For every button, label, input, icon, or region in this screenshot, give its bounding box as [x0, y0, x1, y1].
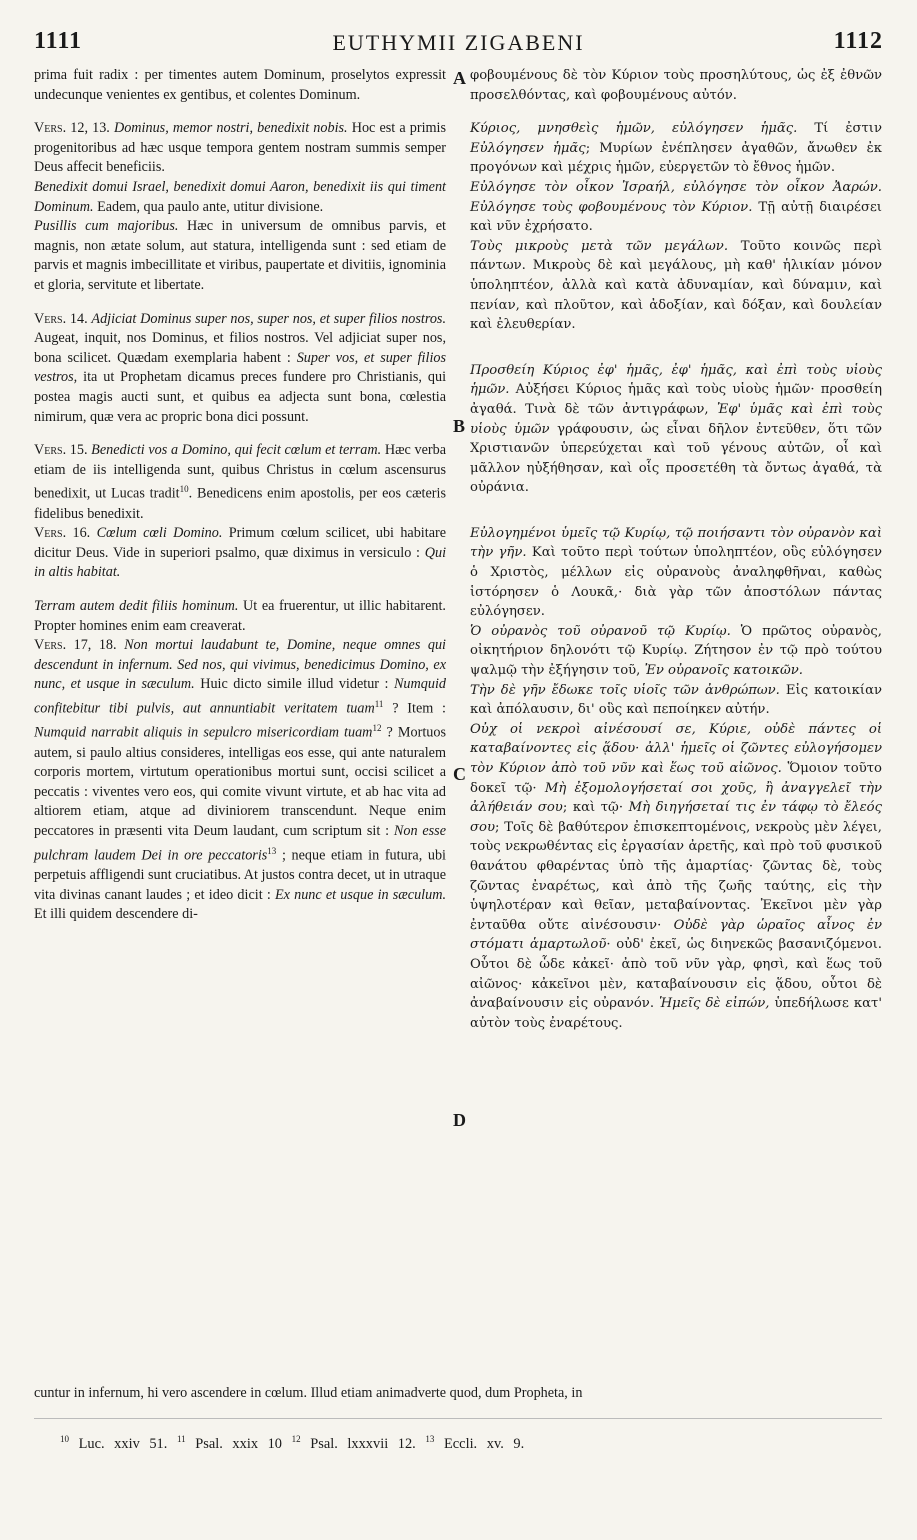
greek-column	[470, 66, 882, 1033]
scripture-quote: Ἡμεῖς δὲ εἰπών,	[659, 996, 770, 1012]
footnote-number: 13	[425, 1434, 435, 1444]
commentary-text: Primum cœlum scilicet, ubi habitare dicitur Deus. Vide in superiori psalmo, quæ diximus in versiculo :	[34, 525, 447, 561]
scripture-quote: Τὴν δὲ γῆν ἔδωκε τοῖς υἱοῖς τῶν ἀνθρώπων.	[470, 682, 780, 698]
latin-paragraph-7	[34, 524, 446, 583]
footnote-number: 11	[176, 1434, 186, 1444]
commentary-text: Augeat, inquit, nos Dominus, et filios nostros. Vel adjiciat super nos, bona scilicet. Quædam exemplaria habent :	[34, 330, 446, 366]
commentary-text: Τῇ αὐτῇ διαιρέσει καὶ νῦν ἐχρήσατο.	[470, 199, 882, 235]
commentary-text: ? Item :	[392, 700, 446, 717]
commentary-text: Ὁ πρῶτος οὐρανὸς, οἰκητήριον δηλονότι τῷ Κυρίῳ. Ζήτησον ἐν τῷ πρὸ τούτου ψαλμῷ τὴν ἐξήγησιν τοῦ,	[470, 623, 882, 679]
continuation-line: cuntur in infernum, hi vero ascendere in cœlum. Illud etiam animadverte quod, dum Propheta, in	[34, 1385, 583, 1401]
scripture-quote: Dominus, memor nostri, benedixit nobis.	[113, 120, 348, 137]
commentary-text: Hæc in universum de omnibus parvis, et magnis, non ætate solum, aut statura, intelligenda sunt : sed etiam de parvis et magnis imbecillitate et viribus, paupertate et divitiis, ignominia et gloria, servitute et libertate.	[34, 218, 446, 293]
latin-paragraph-5	[34, 310, 446, 428]
commentary-text: ; καὶ τῷ·	[562, 800, 624, 816]
commentary-text: Τί ἐστιν	[814, 121, 882, 137]
scripture-quote: Adjiciat Dominus super nos, super nos, et super filios nostros.	[91, 310, 446, 327]
footnote-ref: 10	[179, 484, 189, 495]
commentary-text: ita ut Prophetam dicamus preces fundere pro Christianis, qui postea magis aucti sunt, et quibus ea adjecta sunt bona, cœlestia nimirum, quæ vera ac propric bona dici possunt.	[34, 369, 447, 425]
verse-number: Vers. 16.	[34, 525, 91, 542]
commentary-text: Huic dicto simile illud videtur :	[200, 676, 389, 693]
commentary-text: . Benedicens enim apostolis, per eos cæteris fidelibus benedixit.	[34, 486, 446, 522]
greek-paragraph-7	[470, 622, 882, 681]
greek-paragraph-5	[470, 361, 882, 498]
footnote-10: Luc. xxiv 51.	[78, 1435, 168, 1452]
scripture-quote: Super vos, et super filios vestros,	[34, 349, 446, 386]
scripture-quote: Μὴ διηγήσεταί τις ἐν τάφῳ τὸ ἔλεός σου	[470, 800, 882, 835]
latin-paragraph-9	[34, 636, 446, 925]
greek-paragraph-3	[470, 178, 882, 237]
scripture-quote: Οὐδὲ γὰρ ὡραῖος αἶνος ἐν στόματι ἁμαρτωλοῦ	[470, 917, 883, 953]
greek-paragraph-8	[470, 681, 882, 720]
commentary-text: ; neque etiam in futura, ubi perpetuis affligendi sunt cruciatibus. At justos contra decet, ut in utraque vita divinas canant laudes ; et ideo dicit :	[34, 847, 447, 903]
commentary-text: Ut ea fruerentur, ut illic habitarent. Propter homines enim eam creaverat.	[34, 597, 446, 634]
verse-number: Vers. 17, 18.	[34, 637, 117, 654]
running-title: EUTHYMII ZIGABENI	[332, 30, 585, 55]
verse-number: Vers. 14.	[34, 310, 88, 327]
scripture-quote: Ex nunc et usque in sæculum.	[274, 886, 446, 903]
greek-paragraph-2	[470, 119, 882, 178]
commentary-text: · οὐδ' ἐκεῖ, ὡς διηνεκῶς βασανιζόμενοι. Οὗτοι δὲ ὧδε κἀκεῖ· ἀπὸ τοῦ νῦν γὰρ, φησὶ, καὶ ἕως τοῦ αἰῶνος· κἀκεῖνοι μὲν, καταβαίνουσιν εἰς ᾅδου, οὗτοι δὲ ἀναβαίνουσιν εἰς οὐρανόν.	[470, 937, 882, 1012]
scripture-quote: Pusillis cum majoribus.	[34, 218, 179, 235]
footnote-ref: 13	[267, 845, 277, 856]
footnote-number: 10	[60, 1434, 69, 1444]
latin-paragraph-1: prima fuit radix : per timentes autem Dominum, proselytos expressit undecunque venientes ex gentibus, et colentes Dominum.	[34, 67, 446, 103]
scripture-quote: Numquid narrabit aliquis in sepulcro misericordiam tuam	[34, 725, 373, 742]
commentary-text: Hoc est a primis progenitoribus ad hæc usque tempora gentem nostram summis semper Deus affecit beneficiis.	[34, 120, 447, 176]
greek-paragraph-4	[470, 237, 882, 335]
scripture-quote: Ὁ οὐρανὸς τοῦ οὐρανοῦ τῷ Κυρίῳ.	[470, 623, 731, 639]
commentary-text: ; Μυρίων ἐνέπλησεν ἀγαθῶν, ἄνωθεν ἐκ προγόνων καὶ μέχρις ἡμῶν, εὐεργετῶν τὸ ἔθνος ἡμῶν.	[470, 140, 882, 176]
scripture-quote: Benedicti vos a Domino, qui fecit cœlum et terram.	[91, 442, 382, 459]
scripture-quote: Οὐχ οἱ νεκροὶ αἰνέσουσί σε, Κύριε, οὐδὲ πάντες οἱ καταβαίνοντες εἰς ᾅδου· ἀλλ' ἡμεῖς οἱ ζῶντες εὐλογήσομεν τὸν Κύριον ἀπὸ τοῦ νῦν καὶ ἕως τοῦ αἰῶνος.	[470, 721, 882, 776]
latin-column	[34, 66, 446, 925]
greek-paragraph-9	[470, 720, 882, 1034]
commentary-text: Et illi quidem descendere di-	[34, 906, 198, 923]
scripture-quote: Non mortui laudabunt te, Domine, neque omnes qui descendunt in infernum. Sed nos, qui vivimus, benedicimus Domino, ex nunc, et usque in sæculum.	[34, 637, 446, 693]
scripture-quote: Εὐλόγησε τὸν οἶκον Ἰσραήλ, εὐλόγησε τὸν οἶκον Ἀαρών. Εὐλόγησε τοὺς φοβουμένους τὸν Κύριον.	[470, 179, 882, 215]
commentary-text: Eadem, qua paulo ante, utitur divisione.	[97, 198, 324, 215]
verse-number: Vers. 15.	[34, 442, 88, 459]
commentary-text: ὑπεδήλωσε κατ' αὐτὸν τοὺς ἐναρέτους.	[470, 996, 882, 1031]
scripture-quote: Κύριος, μνησθεὶς ἡμῶν, εὐλόγησεν ἡμᾶς.	[470, 121, 798, 137]
scripture-quote: Μὴ ἐξομολογήσεταί σοι χοῦς, ἢ ἀναγγελεῖ τὴν ἀλήθειάν σου	[470, 780, 882, 816]
scripture-quote: Ἐν οὐρανοῖς κατοικῶν.	[644, 663, 803, 679]
footnote-ref: 11	[374, 698, 384, 709]
latin-paragraph-6	[34, 441, 446, 524]
commentary-text: γράφουσιν, ὡς εἶναι δῆλον ἐντεῦθεν, ὅτι τῶν Χριστιανῶν ὑπερεύχεται καὶ τοῦ γένους αὐτῶν, οἷ καὶ μᾶλλον ηὐξήθησαν, καὶ οἷς προσετέθη τὰ ὄντως ἀγαθά, τὰ οὐράνια.	[470, 421, 882, 496]
commentary-text: Hæc verba etiam de iis intelligenda sunt, quibus Christus in cœlum ascensurus benedixit, ut Lucas tradit	[34, 442, 447, 503]
commentary-text: Εἰς κατοικίαν καὶ ἀπόλαυσιν, δι' οὓς καὶ πεποίηκεν αὐτήν.	[470, 682, 883, 718]
scripture-quote: Προσθείη Κύριος ἐφ' ἡμᾶς, ἐφ' ἡμᾶς, καὶ ἐπὶ τοὺς υἱοὺς ἡμῶν.	[470, 362, 882, 398]
scripture-quote: Εὐλογημένοι ὑμεῖς τῷ Κυρίῳ, τῷ ποιήσαντι τὸν οὐρανὸν καὶ τὴν γῆν.	[470, 525, 882, 561]
section-marker-b: B	[453, 416, 466, 436]
page-number-right: 1112	[833, 28, 883, 54]
latin-paragraph-3	[34, 178, 446, 217]
greek-paragraph-6	[470, 524, 882, 622]
verse-number: Vers. 12, 13.	[34, 120, 110, 137]
greek-paragraph-1: φοβουμένους δὲ τὸν Κύριον τοὺς προσηλύτους, ὡς ἐξ ἐθνῶν προσελθόντας, καὶ φοβουμένους αὐτόν.	[470, 68, 882, 103]
footnote-12: Psal. lxxxvii 12.	[310, 1435, 416, 1452]
scripture-quote: Εὐλόγησεν ἡμᾶς	[470, 140, 586, 156]
section-marker-d: D	[453, 1110, 466, 1130]
section-marker-c: C	[453, 764, 466, 784]
latin-paragraph-4	[34, 217, 446, 295]
commentary-text: ; Τοῖς δὲ βαθύτερον ἐπισκεπτομένοις, νεκροὺς μὲν λέγει, τοὺς νεκρωθέντας εἰς ἐργασίαν ἀρετῆς, καὶ πρὸ τοῦ φυσικοῦ θανάτου φθαρέντας ὑπὸ τῆς ἁμαρτίας· ζῶντας δὲ, τοὺς ζῶντας ἐναρέτως, καὶ ἀπὸ τῆς ζωῆς ταύτης, εἰς τὴν ὑψηλοτέραν καὶ θεῖαν, μεταβαίνοντας. Ἐκεῖνοι μὲν γὰρ ἐνταῦθα οὔτε αἰνέσουσιν·	[470, 819, 882, 933]
page-number-left: 1111	[34, 28, 83, 54]
footnotes	[60, 1434, 524, 1453]
commentary-text: Ὅμοιον τοῦτο δοκεῖ τῷ·	[470, 761, 882, 796]
footnote-number: 12	[291, 1434, 301, 1444]
scripture-quote: Cœlum cœli Domino.	[96, 525, 223, 542]
footnote-13: Eccli. xv. 9.	[444, 1435, 525, 1452]
commentary-text: Τοῦτο κοινῶς περὶ πάντων. Μικροὺς δὲ καὶ μεγάλους, μὴ καθ' ἡλικίαν μόνον ὑποληπτέον, ἀλλὰ καὶ κατὰ ἀδυναμίαν, καὶ δύναμιν, καὶ πενίαν, καὶ πλοῦτον, καὶ ἀδοξίαν, καὶ δόξαν, καὶ δουλείαν καὶ ἐλευθερίαν.	[470, 238, 882, 333]
commentary-text: Αὐξήσει Κύριος ἡμᾶς καὶ τοὺς υἱοὺς ἡμῶν· προσθείη ἀγαθά. Τινὰ δὲ τῶν ἀντιγράφων,	[470, 382, 882, 417]
section-marker-a: A	[453, 68, 466, 88]
scripture-quote: Non esse pulchram laudem Dei in ore peccatoris	[34, 822, 447, 864]
latin-paragraph-2	[34, 119, 446, 178]
scripture-quote: Numquid confitebitur tibi pulvis, aut annuntiabit veritatem tuam	[34, 676, 446, 717]
scripture-quote: Benedixit domui Israel, benedixit domui Aaron, benedixit iis qui timent Dominum.	[34, 178, 446, 215]
page-header	[34, 28, 883, 58]
commentary-text: ? Mortuos autem, si paulo altius consideres, intelligas eos esse, qui ante naturalem corporis mortem, virtutum operationibus mortui sunt, occisi scilicet a peccatis : viventes vero eos, qui comite vivunt virtute, et ab hac vita ad altiorem etiam, atque ad diviniorem transcendunt. Neque enim peccatores in præsenti vita Deum laudant, cum scriptum sit :	[34, 725, 446, 839]
footnote-ref: 12	[372, 723, 382, 734]
footnote-11: Psal. xxix 10	[195, 1435, 283, 1452]
commentary-text: Καὶ τοῦτο περὶ τούτων ὑποληπτέον, οὓς εὐλόγησεν ὁ Χριστὸς, μέλλων εἰς οὐρανοὺς ἀναληφθῆναι, καθὼς ἱστόρησεν ὁ Λουκᾶ,· διὰ γὰρ τῶν ἀποστόλων πάντας εὐλόγησεν.	[470, 545, 882, 620]
scripture-quote: Τοὺς μικροὺς μετὰ τῶν μεγάλων.	[470, 238, 729, 254]
latin-paragraph-8	[34, 597, 446, 636]
scripture-quote: Qui in altis habitat.	[34, 544, 447, 581]
footnote-divider	[34, 1418, 882, 1419]
scripture-quote: Terram autem dedit filiis hominum.	[34, 597, 239, 614]
scripture-quote: Ἐφ' ὑμᾶς καὶ ἐπὶ τοὺς υἱοὺς ὑμῶν	[470, 401, 882, 437]
